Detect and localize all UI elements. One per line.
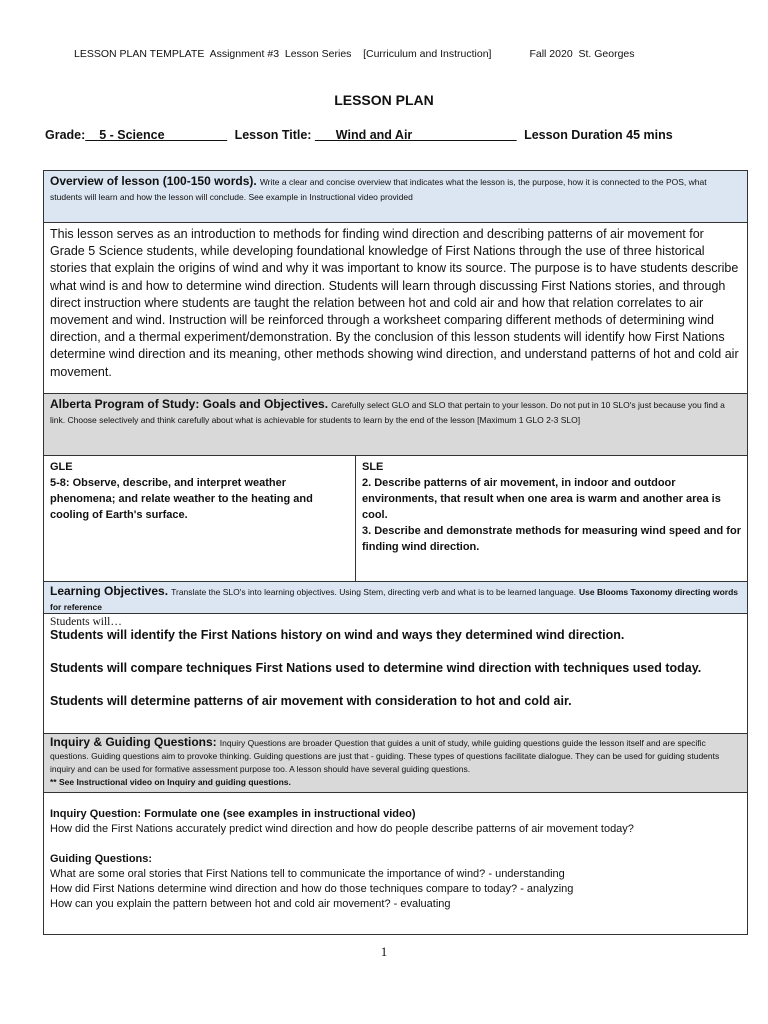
objectives-instructions: Translate the SLO's into learning objectives. Using Stem, directing verb and what is to be learned language. xyxy=(171,587,576,597)
grade-label: Grade: xyxy=(45,128,86,142)
inquiry-question-label: Inquiry Question: Formulate one (see examples in instructional video) xyxy=(50,808,416,820)
sle-label: SLE xyxy=(362,461,384,473)
guiding-question: How can you explain the pattern between hot and cold air movement? - evaluating xyxy=(50,898,451,910)
program-heading: Alberta Program of Study: Goals and Objectives. xyxy=(50,397,329,411)
inquiry-question: How did the First Nations accurately predict wind direction and how do people describe patterns of air movement today? xyxy=(50,823,634,835)
page-title: LESSON PLAN xyxy=(334,92,434,108)
inquiry-header xyxy=(44,734,747,793)
page-header xyxy=(74,48,635,60)
inquiry-heading: Inquiry & Guiding Questions: xyxy=(50,735,217,749)
lesson-meta xyxy=(45,128,673,142)
guiding-question: How did First Nations determine wind direction and how do those techniques compare to today? - analyzing xyxy=(50,883,574,895)
header-left: LESSON PLAN TEMPLATE Assignment #3 Lesson Series [Curriculum and Instruction] xyxy=(74,48,492,60)
objective-item: Students will compare techniques First Nations used to determine wind direction with techniques used today. xyxy=(50,661,702,675)
sle-cell xyxy=(356,456,747,581)
inquiry-note: ** See Instructional video on Inquiry and guiding questions. xyxy=(50,777,291,787)
guiding-questions-label: Guiding Questions: xyxy=(50,853,153,865)
guiding-question: What are some oral stories that First Nations tell to communicate the importance of wind? - understanding xyxy=(50,868,565,880)
gle-cell xyxy=(44,456,356,581)
objectives-heading: Learning Objectives. xyxy=(50,584,169,598)
inquiry-body xyxy=(44,793,747,934)
overview-header xyxy=(44,171,747,223)
objectives-stem: Students will… xyxy=(50,616,122,628)
objective-item: Students will determine patterns of air movement with consideration to hot and cold air. xyxy=(50,694,572,708)
header-right: Fall 2020 St. Georges xyxy=(529,48,635,60)
objectives-body xyxy=(44,614,747,734)
overview-text: This lesson serves as an introduction to methods for finding wind direction and describing patterns of air movement for Grade 5 Science students, while developing foundational knowledge of First Nations through the use of three historical stories that explain the origins of wind and why it was important to know its source. The purpose is to have students describe what wind is and how to determine wind direction. Students will learn through discussing First Nations stories, and through direct instruction where students are taught the relation between hot and cold air and how that relation correlates to air movement and wind. Instruction will be reinforced through a worksheet comparing different methods of determining wind direction, and a thermal experiment/demonstration. By the conclusion of this lesson students will identify how First Nations determine wind direction and its meaning, other methods showing wind direction, and understand patterns of hot and cold air movement. xyxy=(50,227,739,379)
program-instructions: Carefully select GLO and SLO that pertain to your lesson. Do not put in 10 SLO's just because you find a link. Choose selectively and think carefully about what is achievable for students to learn by the end of the lesson [Maximum 1 GLO 2-3 SLO] xyxy=(50,400,725,425)
lesson-title-label: Lesson Title: xyxy=(234,128,312,142)
inquiry-instructions: Inquiry Questions are broader Question that guides a unit of study, while guiding questions guide the lesson itself and are specific questions. Guiding questions aim to provoke thinking. Guiding questions are just that - guiding. These types of questions facilitate dialogue. They can be used for guiding students inquiry and can be used for formative assessment purpose too. A lesson should have several guiding questions. xyxy=(50,738,720,774)
sle-item-2: 3. Describe and demonstrate methods for measuring wind speed and for finding wind direction. xyxy=(362,525,741,553)
grade-value: __5 - Science_________ xyxy=(85,128,228,142)
sle-item-1: 2. Describe patterns of air movement, in indoor and outdoor environments, that result when one area is warm and another area is cool. xyxy=(362,477,721,521)
overview-instructions: Write a clear and concise overview that indicates what the lesson is, the purpose, how it is connected to the POS, what students will learn and how the lesson will conclude. See example in Instructional video provided xyxy=(50,177,707,202)
lesson-plan-table xyxy=(43,170,748,935)
overview-heading: Overview of lesson (100-150 words). xyxy=(50,174,257,188)
objectives-header xyxy=(44,582,747,614)
overview-body xyxy=(44,223,747,394)
gle-text: 5-8: Observe, describe, and interpret weather phenomena; and relate weather to the heating and cooling of Earth's surface. xyxy=(50,477,313,521)
page-number: 1 xyxy=(380,944,388,959)
lesson-title-value: ___Wind and Air_______________ xyxy=(314,128,517,142)
gle-label: GLE xyxy=(50,461,73,473)
program-header xyxy=(44,394,747,456)
lesson-duration: Lesson Duration 45 mins xyxy=(524,128,673,142)
gle-sle-row xyxy=(44,456,747,582)
objectives-instructions-bold: Use Blooms Taxonomy directing words for reference xyxy=(50,587,739,612)
objective-item: Students will identify the First Nations history on wind and ways they determined wind direction. xyxy=(50,628,625,642)
